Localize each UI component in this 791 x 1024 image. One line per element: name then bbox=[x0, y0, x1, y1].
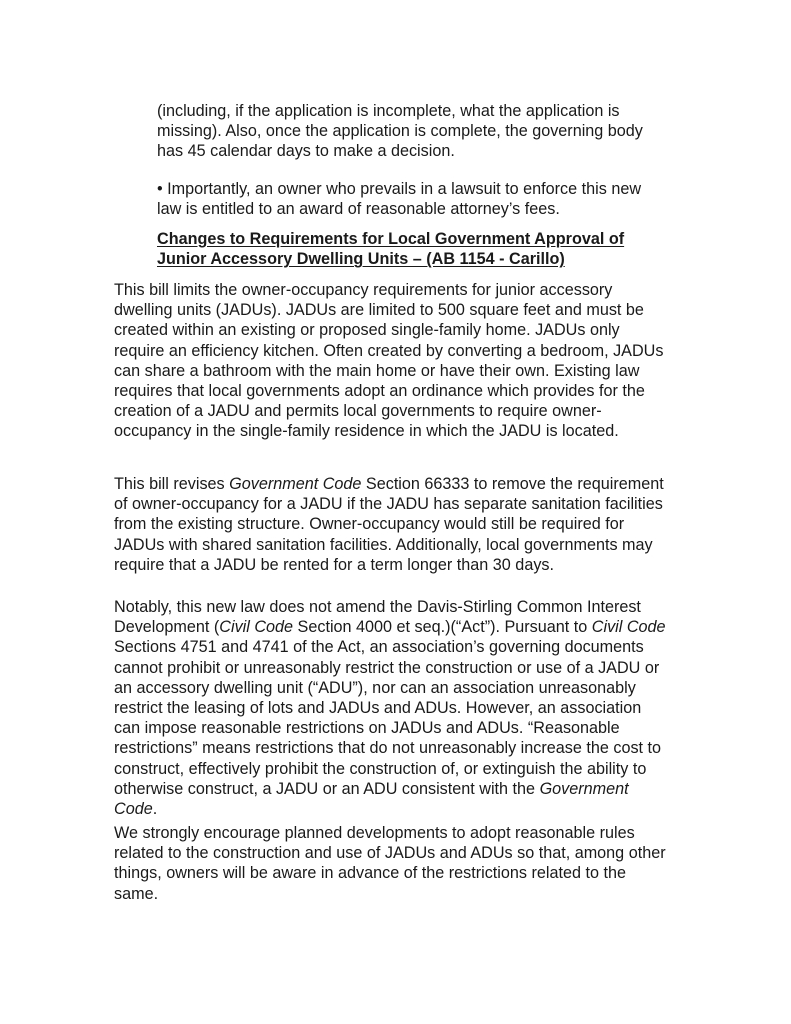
section-heading-text: Changes to Requirements for Local Government Approval of Junior Accessory Dwelling Units – (AB 1154 - Carillo) bbox=[157, 230, 625, 269]
paragraph-2-code-ref: Government Code bbox=[229, 475, 362, 493]
paragraph-3-code-ref-1: Civil Code bbox=[219, 618, 294, 637]
paragraph-3-part-1: Notably, this new law does not amend the Davis-Stirling Common Interest Development ( bbox=[114, 598, 641, 637]
section-heading bbox=[157, 229, 662, 269]
paragraph-2-text bbox=[114, 474, 670, 575]
paragraph-3-code-ref-2: Civil Code bbox=[591, 618, 666, 637]
paragraph-2-part-2: Section 66333 to remove the requirement of owner-occupancy for a JADU if the JADU has separate sanitation facilities from the existing structure. Owner-occupancy would still be required for JADUs with shared sanitation facilities. Additionally, local governments may require that a JADU be rented for a term longer than 30 days. bbox=[114, 475, 664, 574]
paragraph-davis-stirling bbox=[114, 597, 670, 819]
bullet-text: • Importantly, an owner who prevails in a lawsuit to enforce this new law is entitled to an award of reasonable attorney’s fees. bbox=[157, 180, 642, 219]
paragraph-3-part-2: Section 4000 et seq.)(“Act”). Pursuant to bbox=[293, 618, 592, 637]
continuation-text: (including, if the application is incomplete, what the application is missing). Also, once the application is complete, the governing body has 45 calendar days to make a decision. bbox=[157, 102, 643, 161]
bullet-paragraph bbox=[157, 179, 657, 219]
paragraph-2-part-1: This bill revises bbox=[114, 475, 230, 493]
paragraph-3-code-ref-3: Government Code bbox=[114, 779, 629, 819]
continuation-paragraph bbox=[157, 101, 657, 162]
paragraph-3-part-4: . bbox=[152, 800, 158, 819]
paragraph-3-part-3: Sections 4751 and 4741 of the Act, an association’s governing documents cannot prohibit or unreasonably restrict the construction or use of a JADU or an accessory dwelling unit (“ADU”), nor can an association unreasonably restrict the leasing of lots and JADUs and ADUs. However, an association can impose reasonable restrictions on JADUs and ADUs. “Reasonable restrictions” means restrictions that do not unreasonably increase the cost to construct, effectively prohibit the construction of, or extinguish the ability to otherwise construct, a JADU or an ADU consistent with the bbox=[114, 638, 662, 798]
paragraph-encouragement bbox=[114, 823, 670, 904]
paragraph-1-text: This bill limits the owner-occupancy requirements for junior accessory dwelling units (JADUs). JADUs are limited to 500 square feet and must be created within an existing or proposed single-family home. JADUs only require an efficiency kitchen. Often created by converting a bedroom, JADUs can share a bathroom with the main home or have their own. Existing law requires that local governments adopt an ordinance which provides for the creation of a JADU and permits local governments to require owner-occupancy in the single-family residence in which the JADU is located. bbox=[114, 281, 664, 441]
paragraph-owner-occupancy bbox=[114, 280, 670, 442]
paragraph-code-revision bbox=[114, 474, 670, 575]
paragraph-3-text bbox=[114, 597, 670, 819]
paragraph-4-text: We strongly encourage planned developments to adopt reasonable rules related to the construction and use of JADUs and ADUs so that, among other things, owners will be aware in advance of the restrictions related to the same. bbox=[114, 824, 666, 903]
